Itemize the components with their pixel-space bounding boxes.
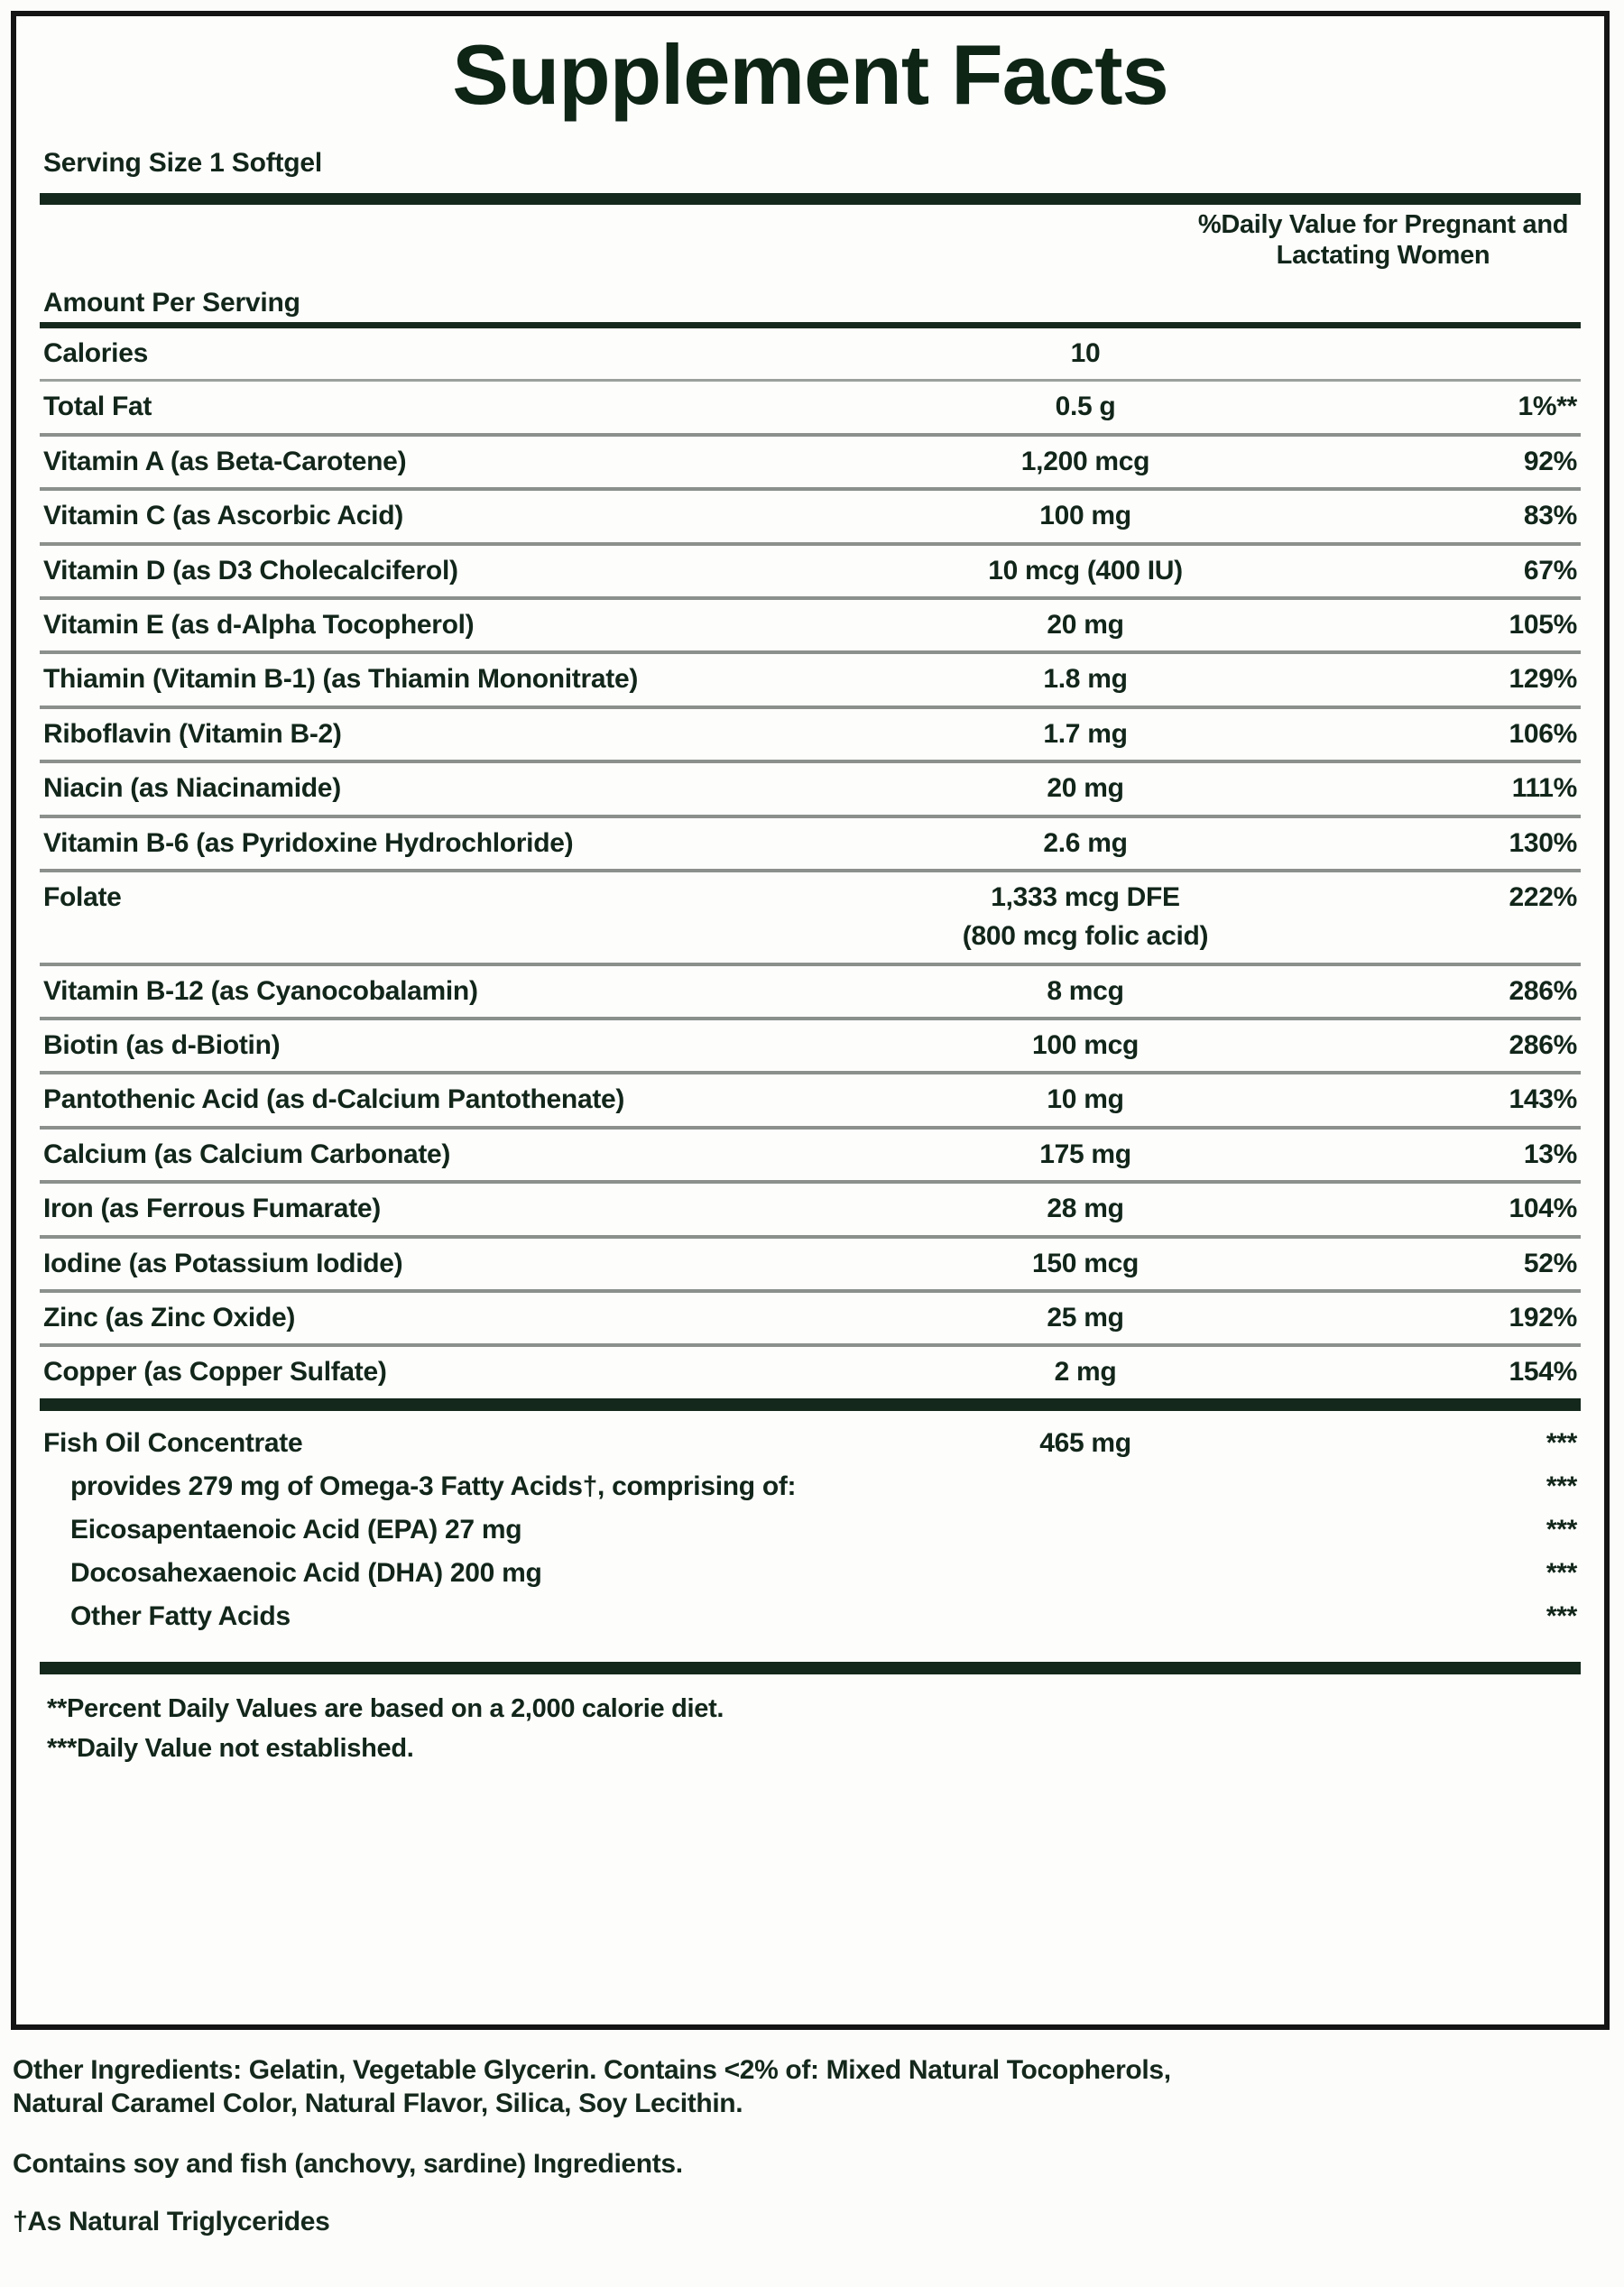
nutrient-daily-value: 67%: [1523, 555, 1577, 586]
nutrient-amount: [946, 827, 1225, 859]
nutrient-name: Vitamin B-12 (as Cyanocobalamin): [43, 975, 478, 1006]
nutrient-amount-value: 1.7 mg: [1043, 718, 1128, 749]
nutrient-amount: [946, 1248, 1225, 1279]
nutrient-name: Iron (as Ferrous Fumarate): [43, 1194, 381, 1224]
nutrient-daily-value: 83%: [1523, 501, 1577, 531]
nutrient-amount-value: 25 mg: [1047, 1303, 1124, 1333]
nutrient-amount-value: 28 mg: [1047, 1194, 1124, 1224]
table-row: [40, 491, 1581, 541]
nutrient-daily-value: 130%: [1509, 827, 1577, 858]
nutrient-name: Riboflavin (Vitamin B-2): [43, 718, 342, 749]
amount-per-serving-header: Amount Per Serving: [43, 288, 300, 318]
nutrient-amount: [946, 1139, 1225, 1170]
fish-oil-name: provides 279 mg of Omega-3 Fatty Acids†, comprising of:: [70, 1471, 797, 1501]
fish-oil-row: [40, 1552, 1581, 1595]
nutrient-amount: [946, 500, 1225, 531]
nutrient-name: Thiamin (Vitamin B-1) (as Thiamin Mononitrate): [43, 664, 639, 695]
nutrient-amount-value: 10: [1070, 338, 1101, 368]
nutrient-amount: [946, 609, 1225, 641]
nutrient-amount-value: 20 mg: [1047, 773, 1124, 804]
other-ingredients-block: [13, 2053, 1617, 2238]
other-ingredients-line-1: Other Ingredients: Gelatin, Vegetable Glycerin. Contains <2% of: Mixed Natural Tocopherols,: [13, 2055, 1171, 2085]
nutrient-amount-value: 1,200 mcg: [1020, 446, 1150, 476]
nutrient-amount-value: 100 mg: [1039, 501, 1131, 531]
serving-size-text: Serving Size 1 Softgel: [43, 148, 323, 178]
nutrient-daily-value: 154%: [1509, 1357, 1577, 1388]
fish-oil-daily-value: ***: [1546, 1471, 1577, 1501]
nutrient-amount: [946, 975, 1225, 1007]
table-row: [40, 1239, 1581, 1289]
footnote-dv-not-established: ***Daily Value not established.: [47, 1733, 414, 1763]
nutrient-daily-value: 192%: [1509, 1303, 1577, 1333]
nutrient-amount: [946, 446, 1225, 477]
fish-oil-name: Eicosapentaenoic Acid (EPA) 27 mg: [70, 1514, 522, 1545]
nutrient-amount: [946, 772, 1225, 804]
nutrient-name: Vitamin E (as d-Alpha Tocopherol): [43, 609, 475, 640]
fish-oil-row: [40, 1508, 1581, 1552]
fish-oil-name: Docosahexaenoic Acid (DHA) 200 mg: [70, 1557, 542, 1588]
table-row: [40, 1020, 1581, 1071]
nutrient-name: Zinc (as Zinc Oxide): [43, 1303, 296, 1333]
footnotes: [40, 1674, 1581, 1768]
nutrient-amount-value: 2.6 mg: [1043, 827, 1128, 858]
other-ingredients-line-2: Natural Caramel Color, Natural Flavor, Silica, Soy Lecithin.: [13, 2089, 743, 2119]
nutrient-amount-value: 100 mcg: [1032, 1030, 1139, 1061]
nutrient-amount: [946, 555, 1225, 586]
fish-oil-daily-value: ***: [1546, 1557, 1577, 1588]
nutrient-amount: [946, 1302, 1225, 1333]
supplement-facts-panel: [11, 11, 1610, 2030]
nutrient-amount: [946, 663, 1225, 695]
nutrient-daily-value: 111%: [1511, 773, 1577, 804]
nutrient-daily-value: 286%: [1509, 1030, 1577, 1061]
nutrient-amount: [946, 1029, 1225, 1061]
table-row: [40, 1347, 1581, 1397]
fish-oil-row: [40, 1465, 1581, 1508]
nutrient-amount-value: 175 mg: [1039, 1139, 1131, 1169]
table-row: [40, 1074, 1581, 1125]
nutrient-amount-value: 0.5 g: [1055, 392, 1116, 422]
nutrient-amount: [946, 391, 1225, 422]
fish-oil-amount: 465 mg: [1039, 1427, 1131, 1458]
nutrient-amount: [946, 881, 1225, 953]
nutrient-name: Niacin (as Niacinamide): [43, 773, 341, 804]
table-row: [40, 872, 1581, 963]
nutrient-daily-value: 222%: [1509, 881, 1577, 912]
daily-value-header: %Daily Value for Pregnant and Lactating Women: [1197, 210, 1569, 270]
nutrient-amount: [946, 1084, 1225, 1115]
fish-oil-row: [40, 1595, 1581, 1638]
nutrient-amount-value: 1.8 mg: [1043, 664, 1128, 695]
nutrient-daily-value: 106%: [1509, 718, 1577, 749]
table-row: [40, 600, 1581, 650]
nutrient-amount-value: 1,333 mcg DFE: [991, 881, 1180, 912]
nutrient-amount-secondary: (800 mcg folic acid): [962, 921, 1209, 952]
nutrient-amount-value: 10 mcg (400 IU): [988, 555, 1183, 586]
table-row: [40, 1130, 1581, 1180]
fish-oil-daily-value: ***: [1546, 1427, 1577, 1458]
nutrient-name: Calories: [43, 338, 148, 368]
divider-under-table-header: [40, 322, 1581, 328]
nutrient-daily-value: 143%: [1509, 1084, 1577, 1115]
nutrient-amount-value: 8 mcg: [1047, 975, 1124, 1006]
nutrient-amount-value: 150 mcg: [1032, 1248, 1139, 1278]
fish-oil-section: [40, 1411, 1581, 1662]
table-row: [40, 709, 1581, 760]
nutrient-daily-value: 105%: [1509, 609, 1577, 640]
nutrient-daily-value: 13%: [1523, 1139, 1577, 1169]
table-header: [40, 205, 1581, 322]
nutrient-amount: [946, 1193, 1225, 1224]
nutrient-name: Biotin (as d-Biotin): [43, 1030, 281, 1061]
table-row: [40, 763, 1581, 814]
nutrient-daily-value: 92%: [1523, 446, 1577, 476]
table-row: [40, 1184, 1581, 1234]
nutrient-amount-value: 10 mg: [1047, 1084, 1124, 1115]
nutrient-daily-value: 129%: [1509, 664, 1577, 695]
nutrient-name: Copper (as Copper Sulfate): [43, 1357, 387, 1388]
nutrient-name: Pantothenic Acid (as d-Calcium Pantothenate): [43, 1084, 625, 1115]
triglycerides-footnote: †As Natural Triglycerides: [13, 2206, 330, 2236]
table-row: [40, 818, 1581, 869]
nutrient-amount: [946, 718, 1225, 750]
nutrient-name: Vitamin A (as Beta-Carotene): [43, 446, 407, 476]
nutrient-name: Folate: [43, 881, 122, 912]
divider-before-fish-oil: [40, 1398, 1581, 1411]
fish-oil-name: Fish Oil Concentrate: [43, 1427, 303, 1458]
nutrient-table: [40, 328, 1581, 1398]
table-row: [40, 382, 1581, 432]
table-row: [40, 546, 1581, 596]
nutrient-name: Calcium (as Calcium Carbonate): [43, 1139, 451, 1169]
nutrient-name: Vitamin B-6 (as Pyridoxine Hydrochloride): [43, 827, 574, 858]
divider-before-footnotes: [40, 1662, 1581, 1674]
table-row: [40, 437, 1581, 487]
nutrient-daily-value: 52%: [1523, 1248, 1577, 1278]
divider-under-serving-size: [40, 193, 1581, 205]
fish-oil-daily-value: ***: [1546, 1600, 1577, 1631]
allergen-statement: Contains soy and fish (anchovy, sardine) Ingredients.: [13, 2149, 683, 2180]
nutrient-amount: [946, 337, 1225, 369]
nutrient-amount-value: 2 mg: [1054, 1357, 1117, 1388]
nutrient-name: Total Fat: [43, 392, 152, 422]
nutrient-name: Vitamin C (as Ascorbic Acid): [43, 501, 403, 531]
fish-oil-daily-value: ***: [1546, 1514, 1577, 1545]
nutrient-daily-value: 1%**: [1518, 392, 1577, 422]
table-row: [40, 966, 1581, 1017]
nutrient-amount: [946, 1356, 1225, 1388]
nutrient-daily-value: 286%: [1509, 975, 1577, 1006]
fish-oil-name: Other Fatty Acids: [70, 1600, 291, 1631]
nutrient-daily-value: 104%: [1509, 1194, 1577, 1224]
table-row: [40, 328, 1581, 379]
fish-oil-row: [40, 1422, 1581, 1465]
nutrient-name: Iodine (as Potassium Iodide): [43, 1248, 403, 1278]
page-title: Supplement Facts: [452, 27, 1168, 122]
nutrient-name: Vitamin D (as D3 Cholecalciferol): [43, 555, 458, 586]
table-row: [40, 654, 1581, 705]
nutrient-amount-value: 20 mg: [1047, 609, 1124, 640]
footnote-percent-daily-value: **Percent Daily Values are based on a 2,000 calorie diet.: [47, 1693, 724, 1723]
table-row: [40, 1293, 1581, 1343]
